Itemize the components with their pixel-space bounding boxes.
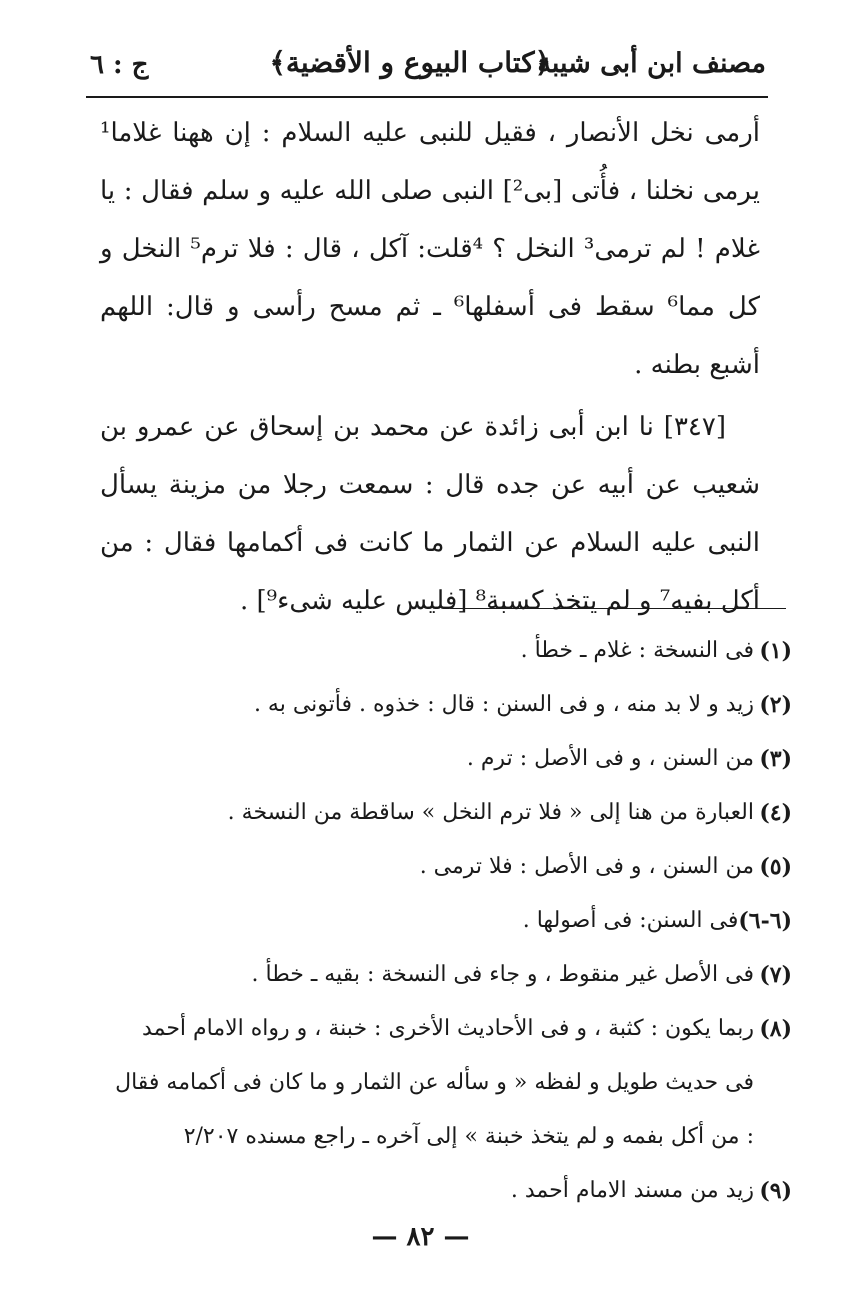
page-number: — ٨٢ — [371, 1222, 470, 1252]
page-header [86, 40, 766, 94]
footnote [108, 840, 792, 894]
footnote-text: زيد من مسند الامام أحمد . [510, 1178, 754, 1203]
footnote-number: (٦-٦) [738, 908, 792, 934]
footnote-number: (٤) [759, 800, 792, 826]
footnote [108, 624, 792, 678]
footnote [108, 948, 792, 1002]
footnote-rule [450, 608, 786, 609]
footnote-text: فى السنن: فى أصولها . [522, 908, 739, 933]
paragraph-1: أرمى نخل الأنصار ، فقيل للنبى عليه السلام : إن ههنا غلاما¹ يرمى نخلنا ، فأُتى [بى²] النبى صلى الله عليه و سلم فقال : يا غلام ! لم ترمى³ النخل ؟ ⁴قلت: آكل ، قال : فلا ترم⁵ النخل و كل مما⁶ سقط فى أسفلها⁶ ـ ثم مسح رأسى و قال: اللهم أشبع بطنه . [100, 118, 760, 380]
paragraph-2: [٣٤٧] نا ابن أبى زائدة عن محمد بن إسحاق عن عمرو بن شعيب عن أبيه عن جده قال : سمعت رجلا من مزينة يسأل النبى عليه السلام عن الثمار ما كانت فى أكمامها فقال : من أكل بفيه⁷ و لم يتخذ كسبة⁸ [فليس عليه شىء⁹] . [100, 412, 760, 616]
footnote-text: فى النسخة : غلام ـ خطأ . [520, 638, 754, 663]
main-text [100, 104, 760, 630]
chapter-title: ﴿كتاب البيوع و الأقضية﴾ [269, 46, 551, 79]
footnote [108, 894, 792, 948]
footnote [108, 732, 792, 786]
header-rule [86, 96, 768, 98]
footnote [108, 786, 792, 840]
footnote-text: العبارة من هنا إلى « فلا ترم النخل » ساقطة من النسخة . [227, 800, 754, 825]
footnote-number: (٨) [759, 1016, 792, 1042]
footnote-text: فى الأصل غير منقوط ، و جاء فى النسخة : بقيه ـ خطأ . [251, 962, 754, 987]
footnote-text: من السنن ، و فى الأصل : ترم . [466, 746, 754, 771]
footnote-text: زيد و لا بد منه ، و فى السنن : قال : خذوه . فأتونى به . [253, 692, 754, 717]
footnote-number: (٩) [759, 1178, 792, 1204]
footnote-number: (٧) [759, 962, 792, 988]
footnotes [108, 624, 792, 1218]
footnote [108, 1164, 792, 1218]
footnote [108, 1002, 792, 1164]
footnote [108, 678, 792, 732]
footnote-number: (٣) [759, 746, 792, 772]
footnote-text: من السنن ، و فى الأصل : فلا ترمى . [419, 854, 754, 879]
footnote-text: ربما يكون : كثبة ، و فى الأحاديث الأخرى : خبنة ، و رواه الامام أحمد فى حديث طويل و لفظه « و سأله عن الثمار و ما كان فى أكمامه فقال : من أكل بفمه و لم يتخذ خبنة » إلى آخره ـ راجع مسنده ٢/٢٠٧ [115, 1016, 754, 1149]
book-title: مصنف ابن أبى شيبة [537, 48, 766, 79]
footnote-number: (٢) [759, 692, 792, 718]
footnote-number: (١) [759, 638, 792, 664]
footnote-number: (٥) [759, 854, 792, 880]
volume-number: ج : ٦ [90, 50, 149, 80]
